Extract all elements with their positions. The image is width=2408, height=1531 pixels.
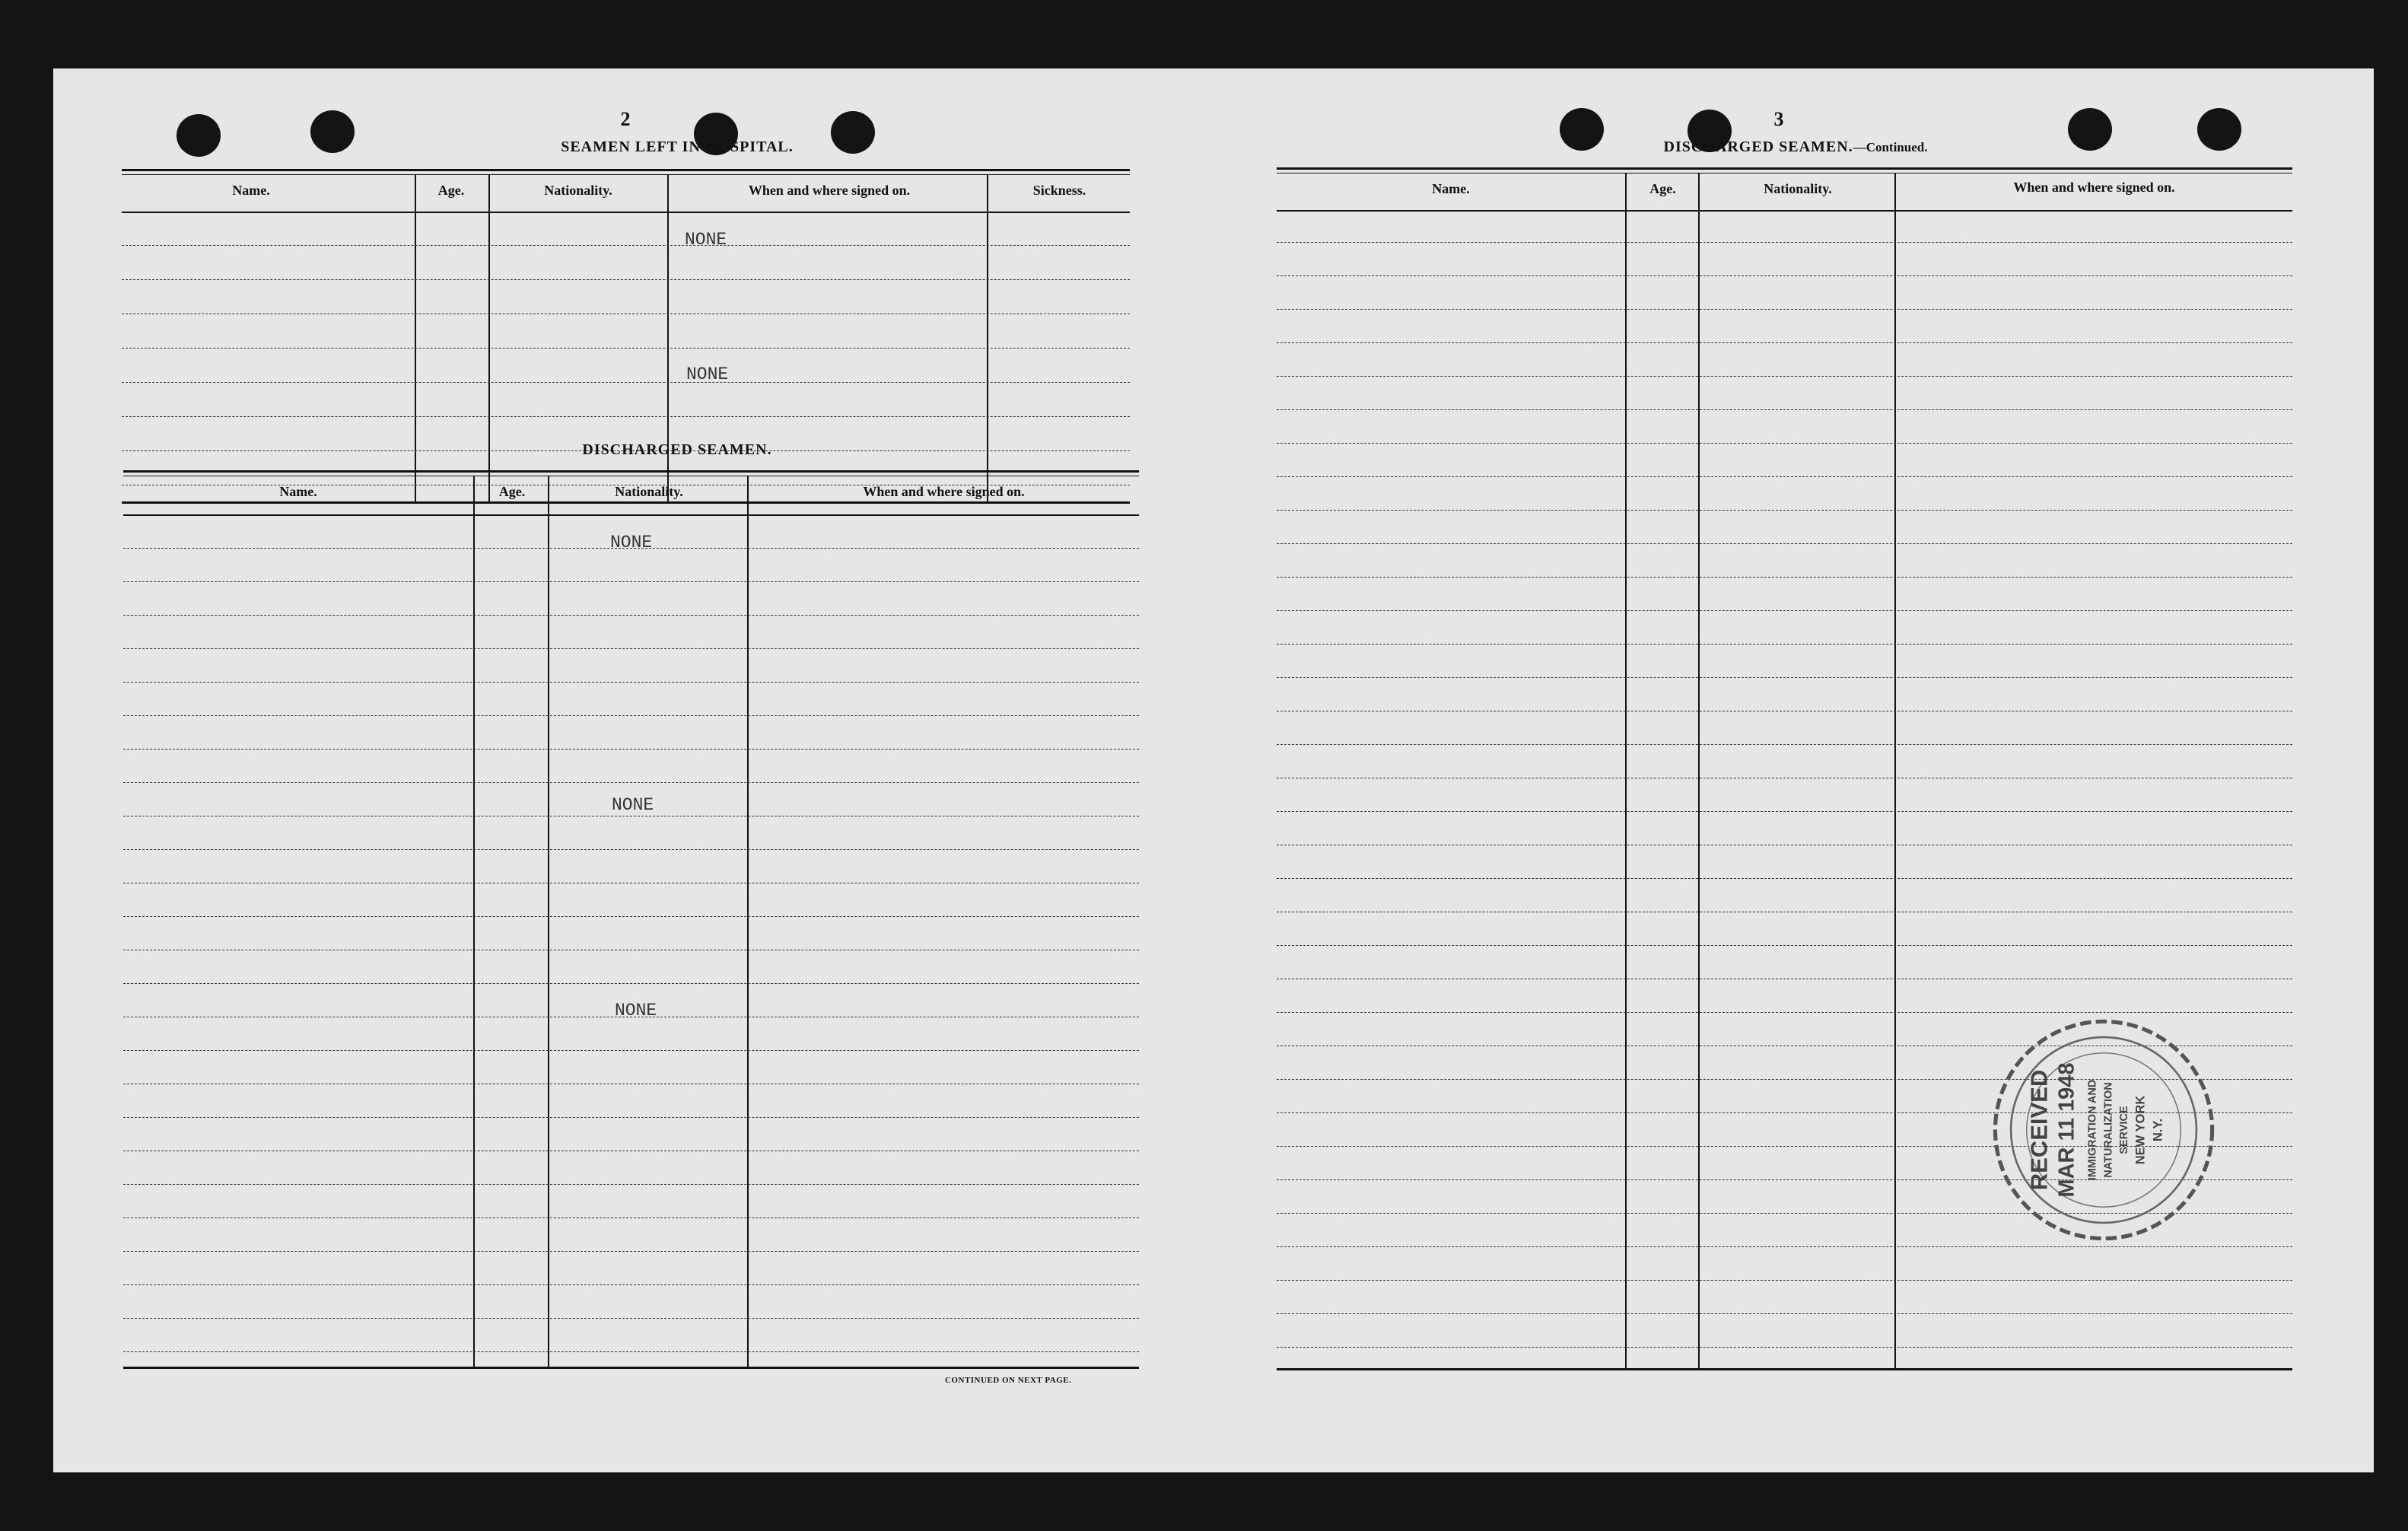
ruled-line [1277,242,2292,243]
column-header-name: Name. [279,484,317,499]
stamp-city: NEW YORK [2133,1095,2148,1165]
ruled-line [123,849,1139,850]
ruled-line [123,1050,1139,1051]
manifest-sheet [53,68,2374,1472]
discharged-entry: NONE [615,1001,657,1020]
ruled-line [123,548,1139,549]
ruled-line [1277,644,2292,645]
received-stamp [1986,1012,2222,1248]
ruled-line [123,1251,1139,1252]
ruled-line [1277,610,2292,611]
ruled-line [123,782,1139,783]
ruled-line [1277,677,2292,678]
column-header-age: Age. [437,183,465,198]
discharged-table-left [123,470,1139,1372]
ruled-line [123,648,1139,649]
ruled-line [1277,543,2292,544]
ruled-line [1277,577,2292,578]
punch-hole [2068,108,2112,151]
stamp-agency-2: NATURALIZATION [2102,1082,2115,1178]
ruled-line [1277,811,2292,812]
ruled-line [1277,476,2292,477]
ruled-line [1277,342,2292,343]
continued-note: CONTINUED ON NEXT PAGE. [945,1376,1072,1385]
discharged-entry: NONE [612,795,654,815]
ruled-line [123,1117,1139,1118]
left-page-number: 2 [620,108,631,130]
ruled-line [123,1217,1139,1218]
right-page-heading [1613,138,1978,156]
ruled-line [123,1184,1139,1185]
discharged-entry: NONE [610,533,653,552]
column-header-nationality: Nationality. [1764,181,1832,196]
column-header-signed-on: When and where signed on. [748,183,911,198]
ruled-line [123,1351,1139,1352]
ruled-line [1277,1347,2292,1348]
right-heading-continued: —Continued. [1853,140,1928,154]
ruled-line [1277,744,2292,745]
ruled-line [1277,1313,2292,1314]
ruled-line [123,715,1139,716]
ruled-line [123,615,1139,616]
ruled-line [123,983,1139,984]
ruled-line [123,916,1139,917]
stamp-agency-1: IMMIGRATION AND [2086,1079,2099,1181]
hospital-entry: NONE [686,364,729,384]
punch-hole [177,114,221,157]
hospital-entry: NONE [685,230,727,250]
punch-hole [310,110,355,153]
stamp-agency-3: SERVICE [2118,1106,2130,1154]
ruled-line [1277,376,2292,377]
ruled-line [1277,1280,2292,1281]
stamp-state: N.Y. [2150,1118,2165,1142]
ruled-line [123,1284,1139,1285]
punch-hole [1560,108,1604,151]
ruled-line [1277,878,2292,879]
ruled-line [1277,275,2292,276]
discharged-section-heading: DISCHARGED SEAMEN. [582,441,772,458]
column-header-nationality: Nationality. [615,484,683,499]
ruled-line [1277,443,2292,444]
column-header-name: Name. [1432,181,1470,196]
column-header-age: Age. [498,484,526,499]
column-header-sickness: Sickness. [1032,183,1086,198]
column-header-signed-on: When and where signed on. [863,484,1025,499]
column-header-age: Age. [1649,181,1676,196]
ruled-line [123,749,1139,750]
ruled-line [1277,510,2292,511]
ruled-line [123,581,1139,582]
column-header-nationality: Nationality. [544,183,612,198]
punch-hole [2197,108,2241,151]
stamp-date: MAR 11 1948 [2054,1062,2079,1198]
column-header-signed-on: When and where signed on. [2013,180,2175,195]
column-header-name: Name. [232,183,270,198]
ruled-line [1277,309,2292,310]
right-page-number: 3 [1773,108,1784,130]
ruled-line [1277,945,2292,946]
ruled-line [1277,409,2292,410]
hospital-section-heading: SEAMEN LEFT IN HOSPITAL. [561,138,794,155]
stamp-received: RECEIVED [2025,1069,2053,1191]
ruled-line [123,682,1139,683]
right-heading-text: DISCHARGED SEAMEN. [1663,138,1853,155]
ruled-line [123,1318,1139,1319]
